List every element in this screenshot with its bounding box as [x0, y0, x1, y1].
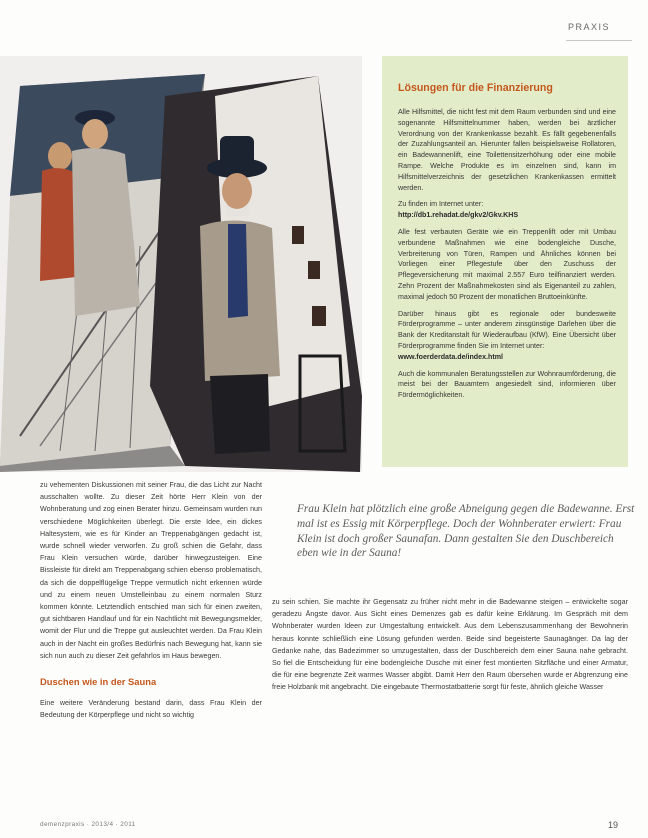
- box-paragraph-3: Darüber hinaus gibt es regionale oder bundesweite Förderprogramme – unter anderem zinsgünstige Darlehen über die Bank der Kreditanstalt für Wiederaufbau (KfW). Eine Übersicht über Förderprogramme finden Sie im Internet unter:: [398, 309, 616, 350]
- box-paragraph-4: Auch die kommunalen Beratungsstellen zur Wohnraumförderung, die meist bei der Bauamtern angesiedelt sind, informieren über Fördermöglichkeiten.: [398, 369, 616, 400]
- box-paragraph-1b: Zu finden im Internet unter:: [398, 200, 484, 209]
- financing-info-box: [382, 56, 628, 467]
- box-paragraph-1: Alle Hilfsmittel, die nicht fest mit dem Raum verbunden sind und eine sogenannte Hilfsmittelnummer haben, werden bei ärztlicher Verordnung von der Krankenkasse bezahlt. Es fällt gegebenenfalls der Zuzahlungsanteil an. Hierunter fallen beispielsweise Rollatoren, ein Badewannenlift, eine Toilettensitzerhöhung oder eine mobile Rampe. Welche Produkte es im einzelnen sind, kann im Hilfsmittelverzeichnis der gesetzlichen Krankenkassen ermittelt werden.: [398, 108, 616, 192]
- column-1-text-2: Eine weitere Veränderung bestand darin, dass Frau Klein der Bedeutung der Körperpflege und nicht so wichtig: [40, 699, 262, 720]
- section-label: PRAXIS: [567, 22, 610, 32]
- box-paragraph-2: Alle fest verbauten Geräte wie ein Treppenlift oder mit Umbau verbundene Maßnahmen wie eine bodengleiche Dusche, Verbreiterung von Türen, Rampen und Ähnliches können bei Vorliegen einer Pflegestufe über den Zuschuss der Pflegeversicherung mit maximal 2.557 Euro teilfinanziert werden. Zehn Prozent der Maßnahmekosten sind als Eigenanteil zu zahlen, maximal jedoch 50 Prozent der monatlichen Bruttoeinkünfte.: [398, 227, 616, 301]
- box-title: Lösungen für die Finanzierung: [398, 82, 553, 94]
- subheading-sauna: Duschen wie in der Sauna: [40, 676, 157, 688]
- link-rehadat[interactable]: http://db1.rehadat.de/gkv2/Gkv.KHS: [398, 211, 519, 220]
- pull-quote: Frau Klein hat plötzlich eine große Abneigung gegen die Badewanne. Erst mal ist es Essig mit Körperpflege. Doch der Wohnberater erwiert: Frau Klein ist doch großer Saunafan. Dann gestalten Sie den Duschbereich eben wie in der Sauna!: [297, 503, 635, 560]
- top-rule: [566, 40, 632, 41]
- column-2-text: zu sein schien. Sie machte ihr Gegensatz zu früher nicht mehr in die Badewanne steigen – entwickelte sogar geradezu Ängste davor. Aus Sicht eines Demenzes gab es dafür keine Erklärung. Im Gespräch mit dem Wohnberater wurden Ideen zur Umgestaltung entwickelt. Aus dem Lebenszusammenhang der Bewohnerin heraus konnte schließlich eine Lösung gefunden werden. Beide sind begeisterte Saunagänger. Da lag der Gedanke nahe, das Badezimmer so umzugestalten, dass der Duschbereich dem einer Sauna nahe gebracht. So fiel die Entscheidung für eine bodengleiche Dusche mit einer fest montierten Sitzfläche und einer Armatur, die für eine begrenzte Zeit warmes Wasser abgibt. Damit Herr den Raum übersehen wurde er Abgrenzung eine freie Holzbank mit angebracht. Die eingebaute Thermostatbatterie sorgt für feste, ähnlich gleiche Wasser: [272, 598, 628, 692]
- photo-collage: [0, 56, 362, 472]
- footer-citation: demenzpraxis · 2013/4 · 2011: [40, 821, 136, 828]
- link-foerderdata[interactable]: www.foerderdata.de/index.html: [398, 352, 503, 361]
- column-1-text: zu vehementen Diskussionen mit seiner Frau, die das Licht zur Nacht ausschalten wollte. Zu dieser Zeit hörte Herr Klein von der Wohnberatung und zog einen Berater hinzu. Gemeinsam wurden nun verschiedene Möglichkeiten überlegt. Die erste Idee, ein dickes Haltesystem, wie es für Kinder an Treppenabgängen gedacht ist, wurde schnell wieder verworfen. Zu groß schien die Gefahr, dass Frau Klein versuchen würde, darüber hinwegzusteigen. Eine Bissleiste für direkt am Treppenabgang schien ebenso problematisch, da sich die doppelflügelige Treppe vermutlich nicht erkennen würde und zu einem neuen Umstelleinbau zu einem normalen Sturz kommen könnte. Letztendlich entschied man sich für einen zweiten, gut sichtbaren Handlauf und für ein Nachtlicht mit Bewegungsmelder, womit der Flur und die Treppe gut ausleuchtet werden. Da Frau Klein auch in der Nacht ein großes Bedürfnis nach Bewegung hat, kann sie sich nun auch zu dieser Zeit gefahrlos im Haus bewegen.: [40, 481, 262, 660]
- body-column-2: [272, 596, 628, 694]
- body-column-1: [40, 479, 262, 722]
- page-number: 19: [607, 820, 618, 830]
